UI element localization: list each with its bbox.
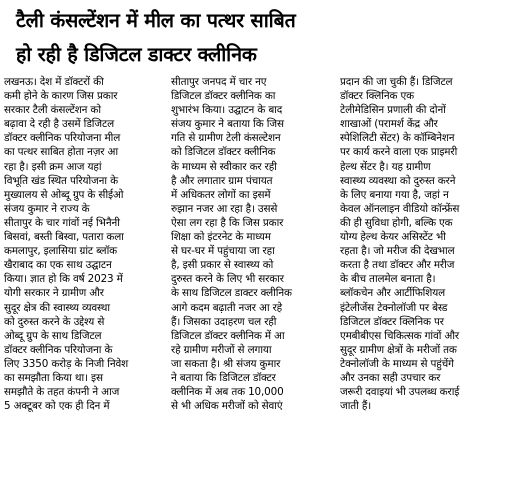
- article-line: ओब्दू ग्रुप के साथ डिजिटल: [4, 329, 102, 342]
- article-line: बिसवां, बस्ती बिस्वा, पतारा कला: [4, 231, 124, 244]
- article-line: गति से ग्रामीण टेली कंसल्टेशन: [171, 132, 281, 145]
- article-line: सीतापुर के चार गांवों नई भिनैनी: [4, 216, 120, 229]
- article-line: टेलीमेडिसिन प्रणाली की दोनों: [340, 104, 446, 117]
- article-line: हैं। जिसका उदाहरण चल रही: [171, 315, 277, 328]
- article-line: रुझान नजर आ रहा है। उससे: [171, 202, 278, 215]
- article-line: शिक्षा को इंटरनेट के माध्यम: [171, 231, 271, 244]
- article-line: की ही सुविधा होगी, बल्कि एक: [340, 216, 453, 229]
- article-line: योग्य हेल्थ केयर असिस्टेंट भी: [340, 231, 446, 244]
- article-line: कमलापुर, इलासिया ग्रांट ब्लॉक: [4, 245, 117, 258]
- article-line: ब्लॉकचेन और आर्टीफिशियल: [340, 287, 445, 300]
- article-line: हेल्थ सेंटर है। यह ग्रामीण: [340, 160, 431, 173]
- article-line: किया। ज्ञात हो कि वर्ष 2023 में: [4, 273, 123, 286]
- article-line: दुरुस्त करने के लिए भी सरकार: [171, 273, 284, 286]
- article-line: ऐसा लग रहा है कि जिस प्रकार: [171, 216, 284, 229]
- article-line: लखनऊ। देश में डॉक्टरों की: [4, 76, 104, 88]
- article-line: डॉक्टर क्लीनिक परियोजना मील: [4, 132, 121, 145]
- article-line: को दुरुस्त करने के उद्देश्य से: [4, 315, 105, 328]
- headline: [16, 4, 496, 72]
- article-line: लिए 3350 करोड़ के निजी निवेश: [4, 357, 129, 370]
- article-line: बढ़ावा दे रही है उसमें डिजिटल: [4, 118, 114, 131]
- article-line: है और लगातार ग्राम पंचायत: [171, 174, 273, 187]
- article-line: के लिए बनाया गया है, जहां न: [340, 188, 449, 201]
- article-line: डिजिटल डॉक्टर क्लीनिक का: [171, 90, 276, 103]
- article-line: पर कार्य करने वाला एक प्राइमरी: [340, 146, 458, 159]
- article-line: स्वास्थ्य व्यवस्था को दुरुस्त करने: [340, 174, 456, 187]
- article-line: रहा है। इसी क्रम आज यहां: [4, 160, 102, 173]
- article-line: एमबीबीएस चिकित्सक गांवों और: [340, 329, 460, 342]
- article-line: जा सकता है। श्री संजय कुमार: [171, 357, 281, 370]
- article-line: टेक्नोलॉजी के माध्यम से पहुंचेंगे: [340, 357, 454, 370]
- article-line: सरकार टैली कंसल्टेंशन को: [4, 104, 101, 117]
- article-line: शुभारंभ किया। उद्घाटन के बाद: [171, 104, 283, 117]
- article-line: को डिजिटल डॉक्टर क्लीनिक: [171, 146, 276, 159]
- article-line: डॉक्टर क्लिनिक एक: [340, 90, 414, 103]
- article-line: खैराबाद का एक साथ उद्घाटन: [4, 259, 112, 272]
- article-line: जाती हैं।: [340, 400, 372, 413]
- article-line: रहे ग्रामीण मरीजों से लगाया: [171, 343, 272, 356]
- article-line: ने बताया कि डिजिटल डॉक्टर: [171, 371, 276, 384]
- article-line: के बीच तालमेल बनाता है।: [340, 273, 436, 286]
- article-line: स्पेशिलिटी सेंटर) के कॉम्बिनेशन: [340, 132, 455, 145]
- article-line: केवल ऑनलाइन वीडियो कॉन्फ्रेंस: [340, 202, 460, 215]
- article-line: के साथ डिजिटल डाक्टर क्लीनिक: [171, 287, 292, 300]
- article-column-2: [171, 75, 329, 413]
- article-line: का पत्थर साबित होता नज़र आ: [4, 146, 118, 159]
- article-column-1: [4, 75, 162, 413]
- article-line: प्रदान की जा चुकी हैं। डिजिटल: [340, 76, 453, 88]
- article-line: डिजिटल डॉक्टर क्लिनिक पर: [340, 315, 444, 328]
- article-line: समझौते के तहत कंपनी ने आज: [4, 386, 120, 399]
- article-line: करता है तथा डॉक्टर और मरीज: [340, 259, 455, 272]
- article-line: आगे कदम बढ़ाती नजर आ रहे: [171, 301, 283, 314]
- article-line: योगी सरकार ने ग्रामीण और: [4, 287, 104, 300]
- article-line: डिजिटल डॉक्टर क्लीनिक में आ: [171, 329, 285, 342]
- article-line: कमी होने के कारण जिस प्रकार: [4, 90, 118, 103]
- article-line: के माध्यम से स्वीकार कर रही: [171, 160, 277, 173]
- article-line: संजय कुमार ने राज्य के: [4, 202, 90, 215]
- article-line: सीतापुर जनपद में चार नए: [171, 76, 267, 88]
- article-line: 5 अक्टूबर को एक ही दिन में: [4, 400, 110, 413]
- article-line: से घर-घर में पहुंचाया जा रहा: [171, 245, 275, 258]
- article-line: शाखाओं (परामर्श केंद्र और: [340, 118, 438, 131]
- article-line: है, इसी प्रकार से स्वास्थ्य को: [171, 259, 274, 272]
- article-line: डॉक्टर क्लीनिक परियोजना के: [4, 343, 113, 356]
- article-line: से भी अधिक मरीजों को सेवाएं: [171, 400, 283, 413]
- article-line: सुदूर क्षेत्र की स्वास्थ्य व्यवस्था: [4, 301, 110, 314]
- headline-line-1: टैली कंसल्टेंशन में मील का पत्थर साबित: [16, 9, 296, 32]
- article-line: और उनका सही उपचार कर: [340, 371, 441, 384]
- article-line: रहता है। जो मरीज की देखभाल: [340, 245, 455, 258]
- article-line: विभूति खंड स्थित परियोजना के: [4, 174, 118, 187]
- article-line: सुदूर ग्रामीण क्षेत्रों के मरीजों तक: [340, 343, 457, 356]
- article-line: संजय कुमार ने बताया कि जिस: [171, 118, 284, 131]
- article-line: जरूरी दवाइयां भी उपलब्ध कराई: [340, 386, 460, 399]
- article-line: इंटेलीजेंस टेक्नोलॉजी पर बेस्ड: [340, 301, 448, 314]
- article-line: क्लीनिक में अब तक 10,000: [171, 386, 284, 399]
- article-line: का समझौता किया था। इस: [4, 371, 103, 384]
- article-line: में अधिकतर लोगों का इसमें: [171, 188, 271, 201]
- article-column-3: [340, 75, 498, 413]
- article-line: मुख्यालय से ओब्दू ग्रुप के सीईओ: [4, 188, 124, 201]
- headline-line-2: हो रही है डिजिटल डाक्टर क्लीनिक: [16, 43, 257, 66]
